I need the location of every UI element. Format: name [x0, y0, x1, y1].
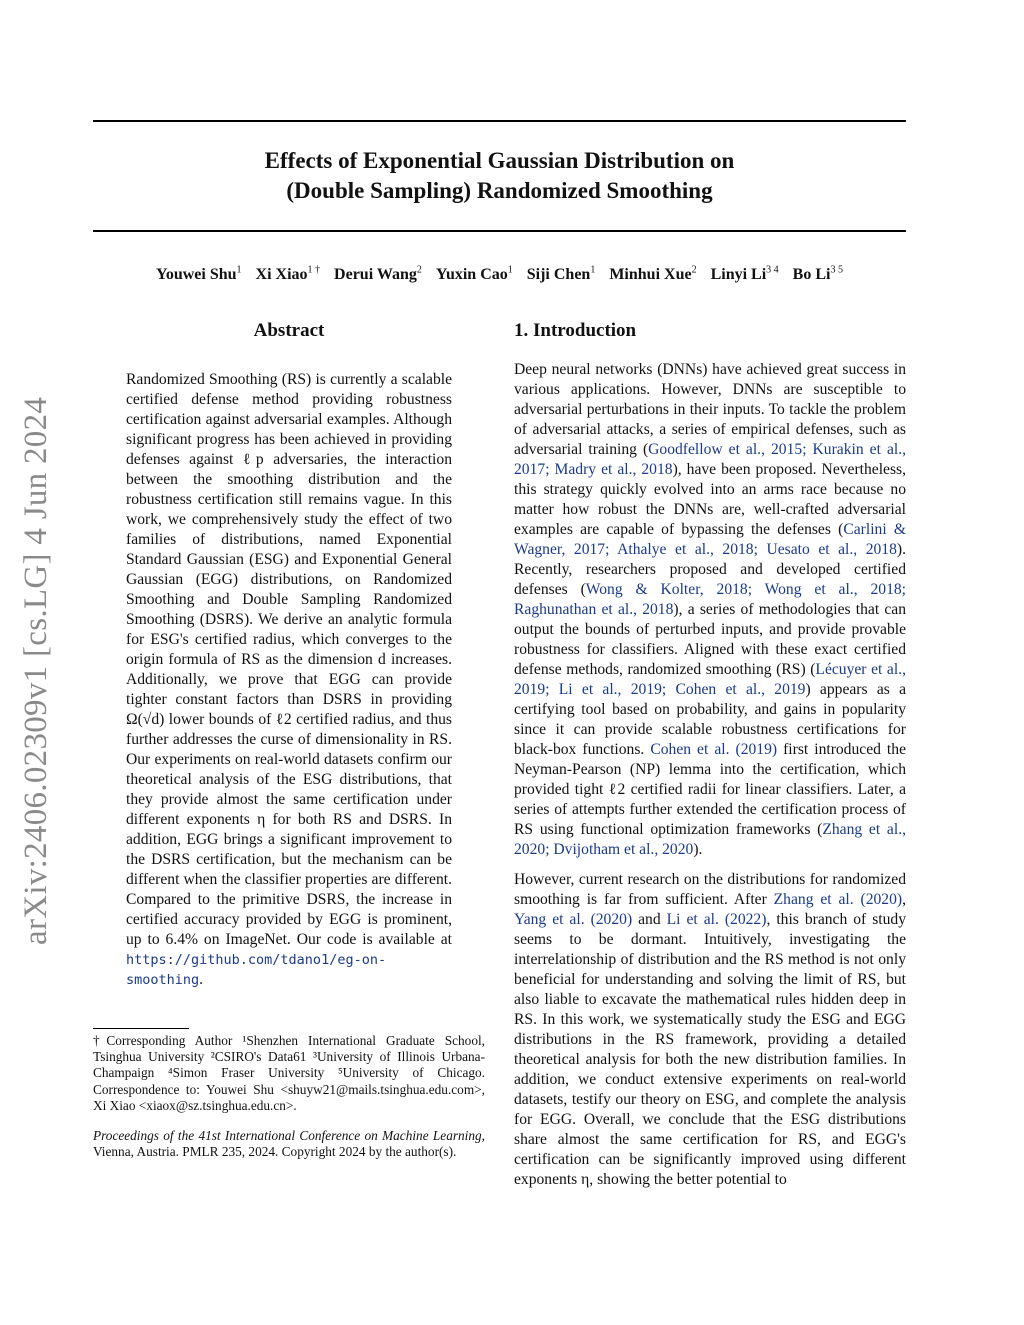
proceedings-details: , Vienna, Austria. PMLR 235, 2024. Copyright 2024 by the author(s). — [93, 1128, 485, 1160]
proceedings-venue: Proceedings of the 41st International Conference on Machine Learning — [93, 1128, 482, 1144]
abstract-text: Randomized Smoothing (RS) is currently a scalable certified defense method providing robustness certification against adversarial examples. Although significant progress has been achieved in providing defenses against ℓp adversaries, the interaction between the smoothing distribution and the robustness certification still remains vague. In this work, we comprehensively study the effect of two families of distributions, named Exponential Standard Gaussian (ESG) and Exponential General Gaussian (EGG) distributions, on Randomized Smoothing and Double Sampling Randomized Smoothing (DSRS). We derive an analytic formula for ESG's certified radius, which converges to the origin formula of RS as the dimension d increases. Additionally, we prove that EGG can provide tighter constant factors than DSRS in providing Ω(√d) lower bounds of ℓ2 certified radius, and thus further addresses the curse of dimensionality in RS. Our experiments on real-world datasets confirm our theoretical analysis of the ESG distributions, that they provide almost the same certification under different exponents η for both RS and DSRS. In addition, EGG brings a significant improvement to the DSRS certification, but the mechanism can be different when the classifier properties are different. Compared to the primitive DSRS, the increase in certified accuracy provided by EGG is prominent, up to 6.4% on ImageNet. Our code is available at — [126, 371, 452, 948]
footnote-affiliations: †Corresponding Author ¹Shenzhen International Graduate School, Tsinghua University ²CSIRO's Data61 ³University of Illinois Urbana-Champaign ⁴Simon Fraser University ⁵University of Chicago. Correspondence to: Youwei Shu <shuyw21@mails.tsinghua.edu.com>, Xi Xiao <xiaox@sz.tsinghua.edu.cn>. — [93, 1033, 485, 1113]
proceedings-note — [93, 1128, 485, 1160]
paragraph-text: ). — [693, 841, 703, 858]
author: Xi Xiao$^{1 \dagger}$ — [255, 265, 321, 284]
paragraph-text: ), have been proposed. Nevertheless, this strategy quickly evolved into an arms race because no matter how robust the DNNs are, well-crafted adversarial examples are capable of bypassing the defenses ( — [514, 461, 906, 538]
citation-link[interactable]: Lécuyer et al., 2019; Li et al., 2019; Cohen et al., 2019 — [514, 661, 906, 698]
author: Derui Wang$^2$ — [334, 265, 422, 284]
footnote-rule — [93, 1028, 189, 1029]
left-column — [93, 320, 485, 1160]
paragraph-text: , — [902, 891, 906, 908]
author: Yuxin Cao$^1$ — [435, 265, 513, 284]
intro-paragraph-1 — [514, 360, 906, 860]
citation-link[interactable]: Cohen et al. (2019) — [650, 741, 778, 758]
citation-link[interactable]: Carlini & Wagner, 2017; Athalye et al., 2018; Uesato et al., 2018 — [514, 521, 906, 558]
author: Siji Chen$^1$ — [526, 265, 596, 284]
citation-link[interactable]: Zhang et al., 2020; Dvijotham et al., 2020 — [514, 821, 906, 858]
abstract-heading: Abstract — [253, 320, 325, 341]
citation-link[interactable]: Li et al. (2022) — [666, 911, 767, 928]
paragraph-text: However, current research on the distributions for randomized smoothing is far from sufficient. After — [514, 871, 906, 908]
title-line-1: Effects of Exponential Gaussian Distribution on — [264, 148, 735, 173]
paragraph-text: , this branch of study seems to be dormant. Intuitively, investigating the interrelationship of distribution and the RS method is not only beneficial for understanding and solving the limit of RS, but also liable to excavate the mathematical rules hidden deep in RS. In this work, we systematically study the ESG and EGG distributions in the RS framework, providing a detailed theoretical analysis for both the new distribution families. In addition, we conduct extensive experiments on real-world datasets, testify our theory on ESG, and complete the analysis for EGG. Overall, we conclude that the ESG distributions share almost the same certification for RS, and EGG's certification can be significantly improved using different exponents η, showing the better potential to — [514, 911, 907, 1188]
intro-paragraph-2 — [514, 870, 906, 1190]
section-heading-introduction: 1. Introduction — [514, 320, 637, 341]
citation-link[interactable]: Zhang et al. (2020) — [773, 891, 903, 908]
right-column — [514, 320, 906, 1190]
abstract-body — [126, 370, 452, 990]
author: Youwei Shu$^1$ — [156, 265, 242, 284]
author: Minhui Xue$^2$ — [609, 265, 697, 284]
paragraph-text: and — [632, 911, 667, 928]
citation-link[interactable]: Yang et al. (2020) — [514, 911, 633, 928]
paragraph-text: Deep neural networks (DNNs) have achieved great success in various applications. However, DNNs are susceptible to adversarial perturbations in their inputs. To tackle the problem of adversarial attacks, a series of empirical defenses, such as adversarial training ( — [514, 361, 906, 458]
author: Bo $Li^{3 5}$ — [792, 265, 843, 284]
title-bottom-rule — [93, 230, 906, 232]
paragraph-text: ) appears as a certifying tool based on probability, and gains in popularity since it can provide scalable robustness certifications for black-box functions. — [514, 681, 906, 758]
paragraph-text: ). Recently, researchers proposed and developed certified defenses ( — [514, 541, 906, 598]
paragraph-text: ), a series of methodologies that can output the bounds of perturbed inputs, and provide provable robustness for classifiers. Aligned with these exact certified defense methods, randomized smoothing (RS) ( — [514, 601, 906, 678]
code-link[interactable]: https://github.com/tdano1/eg-on-smoothing — [126, 952, 387, 988]
paragraph-text: first introduced the Neyman-Pearson (NP) lemma into the certification, which provided tight ℓ2 certified radii for linear classifiers. Later, a series of attempts further extended the certification process of RS using functional optimization frameworks ( — [514, 741, 906, 838]
citation-link[interactable]: Goodfellow et al., 2015; Kurakin et al., 2017; Madry et al., 2018 — [514, 441, 906, 478]
author: Linyi $Li^{3 4}$ — [710, 265, 779, 284]
paper-title — [93, 146, 906, 206]
author-list — [93, 265, 906, 284]
title-line-2: (Double Sampling) Randomized Smoothing — [286, 178, 713, 203]
top-rule — [93, 120, 906, 122]
arxiv-sidebar-id: arXiv:2406.02309v1 [cs.LG] 4 Jun 2024 — [18, 396, 54, 945]
abstract-end: . — [199, 971, 204, 988]
citation-link[interactable]: Wong & Kolter, 2018; Wong et al., 2018; Raghunathan et al., 2018 — [514, 581, 907, 618]
